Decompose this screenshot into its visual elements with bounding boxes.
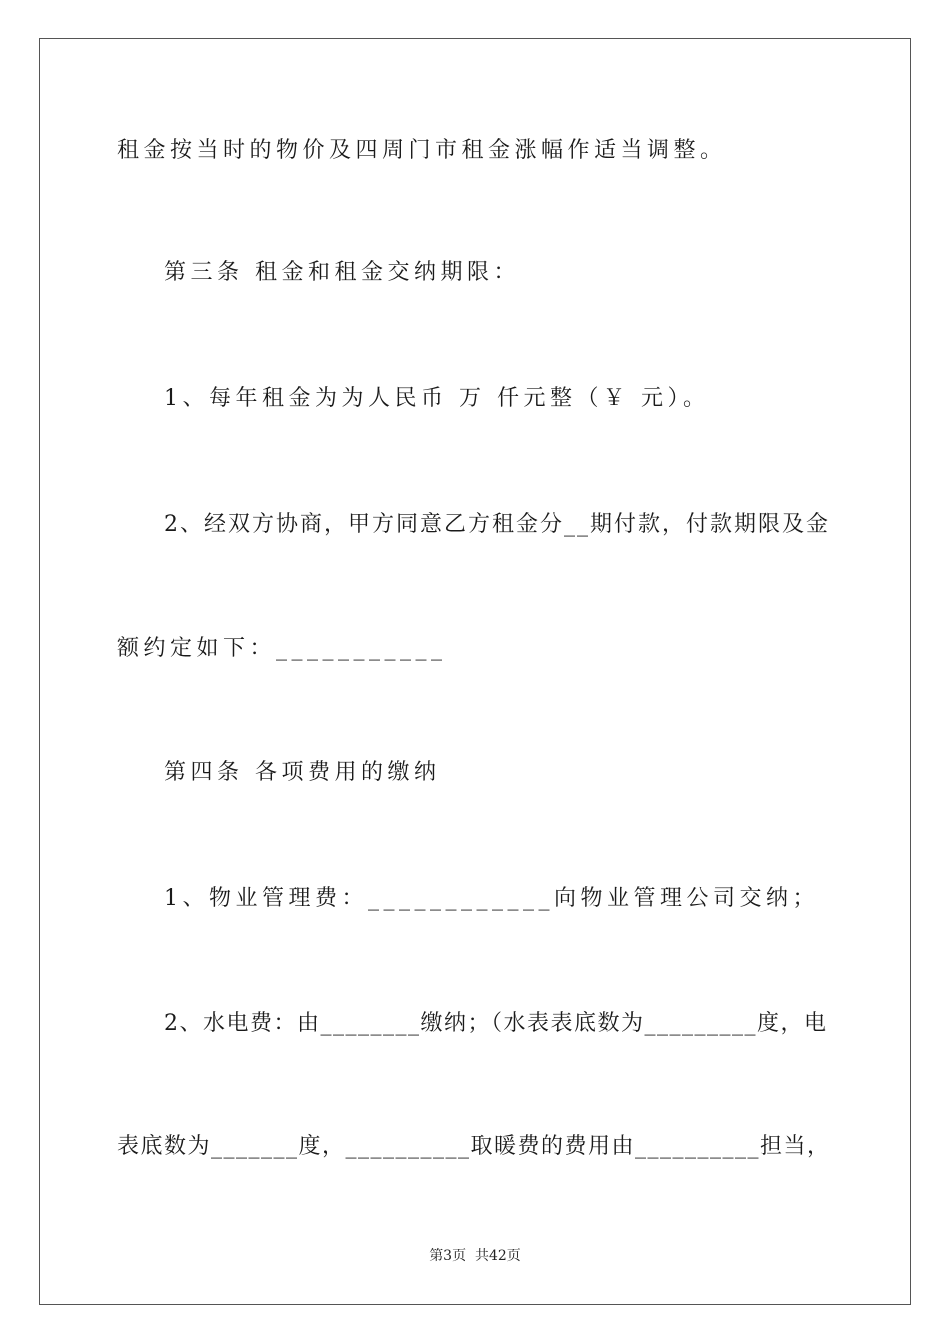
page-number-footer: 第3页 共42页 (429, 1248, 521, 1264)
text-line-1: 租金按当时的物价及四周门市租金涨幅作适当调整。 (117, 138, 727, 163)
text-line-8: 2、水电费：由________缴纳；（水表表底数为_________度，电 (164, 1011, 828, 1036)
article-3-heading: 第三条 租金和租金交纳期限： (164, 260, 520, 285)
text-line-5: 额约定如下：___________ (117, 636, 447, 661)
text-line-4: 2、经双方协商，甲方同意乙方租金分__期付款，付款期限及金 (164, 512, 830, 537)
text-line-9: 表底数为_______度，__________取暖费的费用由__________担当， (117, 1134, 831, 1159)
article-4-heading: 第四条 各项费用的缴纳 (164, 760, 441, 785)
page-border (39, 38, 911, 1305)
text-line-3: 1、每年租金为为人民币 万 仟元整（￥ 元）。 (164, 386, 710, 411)
text-line-7: 1、物业管理费：____________向物业管理公司交纳； (164, 886, 819, 911)
